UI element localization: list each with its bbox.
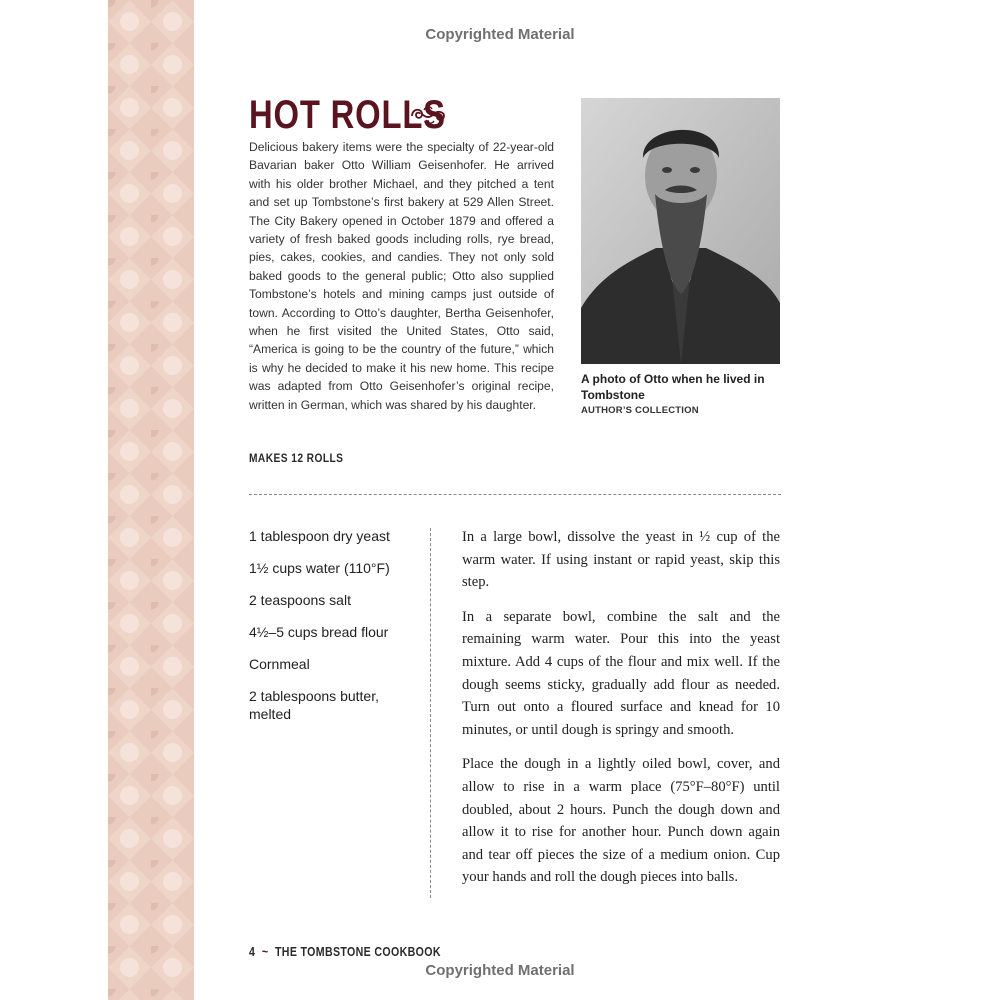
- recipe-intro: Delicious bakery items were the specialty of 22-year-old Bavarian baker Otto William Geisenhofer. He arrived with his older brother Michael, and they pitched a tent and set up Tombstone’s first bakery at 529 Allen Street. The City Bakery opened in October 1879 and offered a variety of fresh baked goods including rolls, rye bread, pies, cakes, cookies, and candies. They not only sold baked goods to the general public; Otto also supplied Tombstone’s hotels and mining camps just outside of town. According to Otto’s daughter, Bertha Geisenhofer, when he first visited the United States, Otto said, “America is going to be the country of the future,” which is why he decided to make it his new home. This recipe was adapted from Otto Geisenhofer’s original recipe, written in German, which was shared by his daughter.: [249, 140, 554, 412]
- flourish-ornament-icon: [408, 100, 448, 128]
- method-steps: [462, 526, 780, 901]
- ingredient-item: 2 teaspoons salt: [249, 592, 351, 608]
- portrait-photo: [581, 98, 780, 364]
- portrait-image: [581, 98, 780, 364]
- method-step: Place the dough in a lightly oiled bowl, cover, and allow to rise in a warm place (75°F–80°F) until doubled, about 2 hours. Punch the dough down and allow it to rise for another hour. Punch down again and tear off pieces the size of a medium onion. Cup your hands and roll the dough pieces into balls.: [462, 756, 780, 886]
- ingredient-item: 2 tablespoons butter, melted: [249, 688, 379, 722]
- ingredient-item: 1½ cups water (110°F): [249, 560, 390, 576]
- copyright-watermark-top: Copyrighted Material: [425, 26, 575, 43]
- decorative-border: [108, 0, 194, 1000]
- method-step: In a separate bowl, combine the salt and the remaining warm water. Pour this into the yeast mixture. Add 4 cups of the flour and mix well. If the dough seems sticky, gradually add flour as needed. Turn out onto a floured surface and knead for 10 minutes, or until dough is springy and smooth.: [462, 608, 780, 738]
- column-divider: [430, 528, 431, 898]
- page-number: 4: [249, 945, 256, 959]
- ingredient-item: Cornmeal: [249, 656, 310, 672]
- method-step: In a large bowl, dissolve the yeast in ½ cup of the warm water. If using instant or rapid yeast, skip this step.: [462, 529, 780, 591]
- recipe-title: HOT ROLLS: [249, 93, 446, 137]
- ingredient-item: 4½–5 cups bread flour: [249, 624, 389, 640]
- photo-caption: A photo of Otto when he lived in Tombstone: [581, 372, 765, 402]
- photo-credit: AUTHOR’S COLLECTION: [581, 405, 699, 416]
- book-title: THE TOMBSTONE COOKBOOK: [274, 945, 441, 959]
- ingredients-list: [249, 527, 419, 737]
- page-footer: [249, 945, 441, 959]
- section-divider: [249, 494, 781, 495]
- footer-flourish-icon: ~: [258, 945, 272, 959]
- copyright-watermark-bottom: Copyrighted Material: [425, 962, 575, 979]
- recipe-yield: MAKES 12 ROLLS: [249, 451, 344, 465]
- ingredient-item: 1 tablespoon dry yeast: [249, 528, 390, 544]
